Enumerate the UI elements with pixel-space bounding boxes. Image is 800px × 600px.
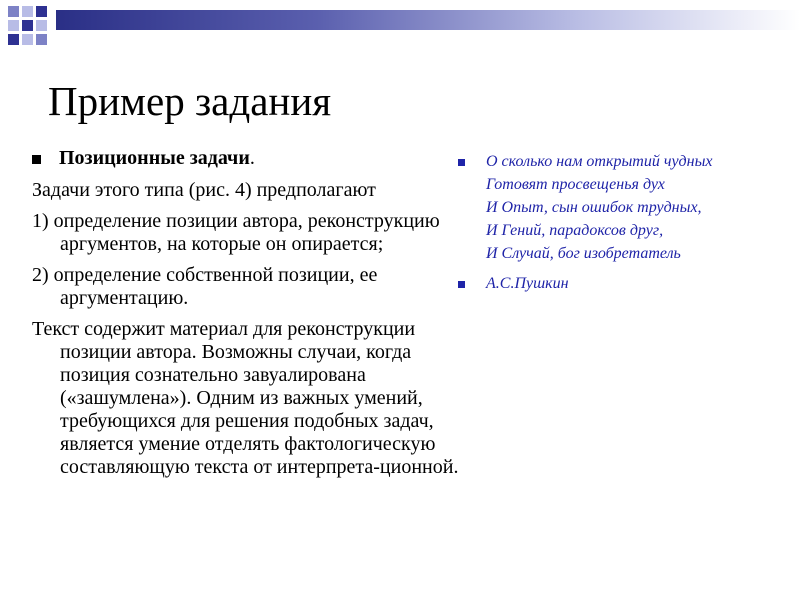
intro-text: Задачи этого типа (рис. 4) предполагают (32, 179, 376, 201)
poem-line: И Случай, бог изобретатель (486, 245, 681, 262)
poem-line: Готовят просвещенья дух (486, 176, 665, 193)
poem-line: И Гений, парадоксов друг, (486, 222, 664, 239)
poem-bullet (458, 150, 788, 265)
decor-square (36, 6, 47, 17)
slide-title: Пример задания (48, 78, 332, 124)
poem-line: И Опыт, сын ошибок трудных, (486, 199, 702, 216)
list-item-1: 1) определение позиции автора, реконструкцию аргументов, на которые он опирается; (32, 210, 440, 255)
right-column (458, 150, 788, 295)
decor-square (22, 6, 33, 17)
decor-square (8, 20, 19, 31)
bullet-title: Позиционные задачи (59, 147, 250, 169)
bullet-square-icon (458, 281, 465, 288)
author-bullet (458, 272, 788, 295)
left-column (32, 147, 472, 487)
bullet-square-icon (32, 155, 41, 164)
decor-square (8, 6, 19, 17)
bullet-title-suffix: . (249, 147, 255, 169)
poem-line: О сколько нам открытий чудных (486, 153, 713, 170)
header-gradient-bar (56, 10, 800, 30)
author-name: А.С.Пушкин (486, 275, 569, 292)
body-text: Текст содержит материал для реконструкции позиции автора. Возможны случаи, когда позиция сознательно завуалирована («зашумлена»). Одним из важных умений, требующихся для решения подобных задач, является умение отделять фактологическую составляющую текста от интерпрета-ционной. (32, 318, 459, 478)
header-decoration (0, 0, 800, 50)
bullet-square-icon (458, 159, 465, 166)
list-item-2: 2) определение собственной позиции, ее аргументацию. (32, 264, 378, 309)
decor-square (36, 20, 47, 31)
decor-square (8, 34, 19, 45)
bullet-item (32, 147, 472, 170)
decor-square (22, 20, 33, 31)
decor-square (36, 34, 47, 45)
poem-quote (486, 150, 713, 265)
bullet-text (59, 147, 255, 170)
decor-square (22, 34, 33, 45)
